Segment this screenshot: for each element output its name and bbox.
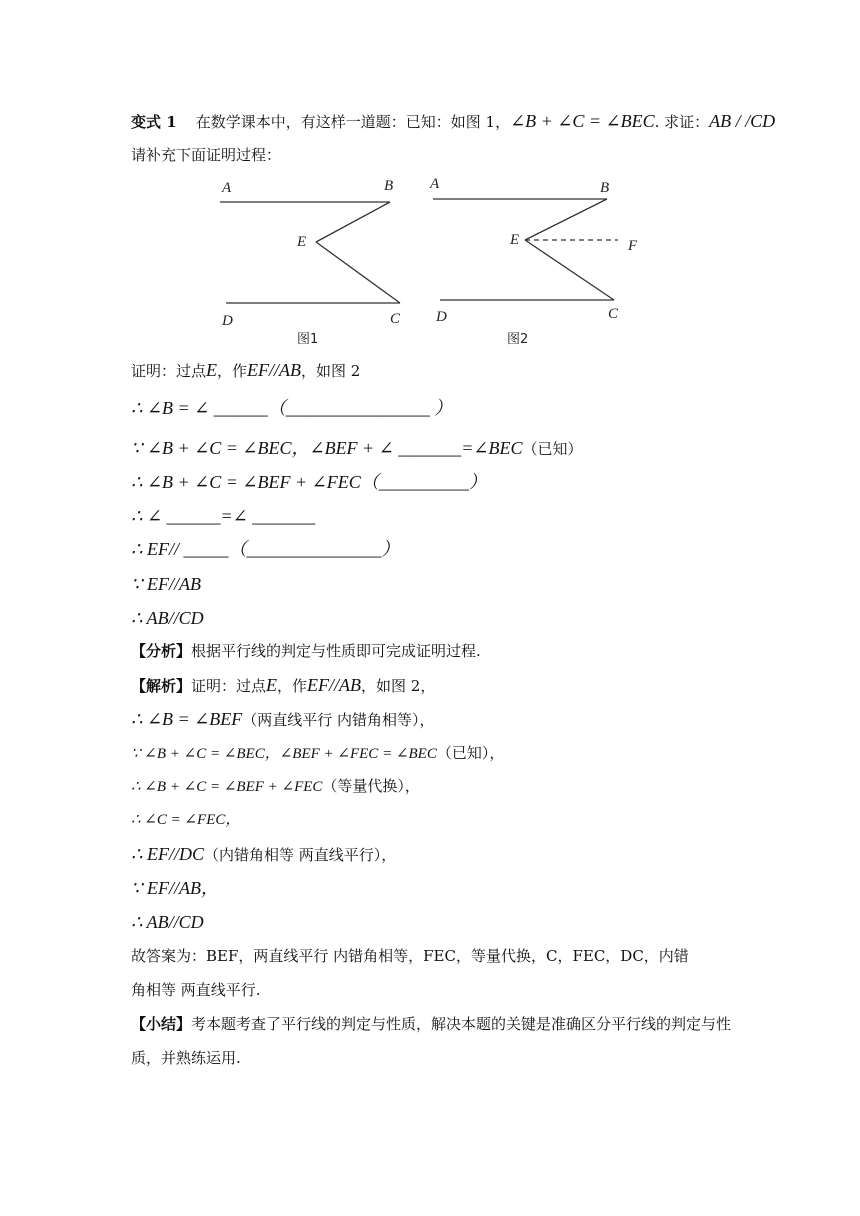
solution-line-3-expr: ∴ ∠B + ∠C = ∠BEF + ∠FEC <box>131 779 323 795</box>
analysis-text: 根据平行线的判定与性质即可完成证明过程. <box>191 642 481 660</box>
proof-intro-text-b: ，作 <box>217 362 248 380</box>
problem-line-1 <box>131 111 775 132</box>
proof-intro-text-a: 证明：过点 <box>131 362 207 380</box>
solution-intro-b: ，作 <box>277 677 308 695</box>
prove-expression: AB / /CD <box>709 111 776 131</box>
solution-line-5 <box>131 844 396 865</box>
fig2-label-a: A <box>430 176 440 192</box>
fig1-line-ec <box>316 242 400 303</box>
figures-svg <box>200 170 640 355</box>
solution-line-1-expr: ∴ ∠B = ∠BEF <box>131 709 243 729</box>
proof-step-2-expr: ∵ ∠B + ∠C = ∠BEC，∠BEF + ∠ _______=∠BEC <box>131 438 523 458</box>
fig2-line-ec <box>525 240 614 300</box>
proof-step-2 <box>131 438 583 459</box>
summary-line-1 <box>131 1014 731 1034</box>
solution-line-2-expr: ∵ ∠B + ∠C = ∠BEC，∠BEF + ∠FEC = ∠BEC <box>131 746 437 762</box>
solution-line-4: ∴ ∠C = ∠FEC， <box>131 812 241 828</box>
solution-line-1 <box>131 709 435 730</box>
problem-label: 变式 1 <box>131 113 177 131</box>
solution-line-5-reason: （内错角相等 两直线平行）， <box>203 846 397 864</box>
solution-intro-expr: EF//AB <box>307 675 362 695</box>
fig2-label-b: B <box>600 180 610 196</box>
fig1-label-a: A <box>222 180 232 196</box>
problem-text-mid: . 求证： <box>654 113 710 131</box>
figure-1 <box>220 178 401 347</box>
fig1-label-b: B <box>384 178 394 194</box>
solution-line-2-reason: （已知）， <box>436 744 505 762</box>
fig2-label-c: C <box>608 306 619 322</box>
proof-step-3: ∴ ∠B + ∠C = ∠BEF + ∠FEC（__________） <box>131 472 487 492</box>
fig2-caption: 图2 <box>507 332 529 347</box>
solution-label: 【解析】 <box>131 677 192 695</box>
analysis-label: 【分析】 <box>131 642 192 660</box>
fig2-line-be <box>525 199 607 240</box>
proof-step-1: ∴ ∠B = ∠ ______（________________ ） <box>131 398 453 418</box>
proof-step-7: ∴ AB//CD <box>131 608 204 628</box>
solution-intro-point: E <box>266 675 278 695</box>
proof-intro-text-c: ，如图 2 <box>301 362 361 380</box>
solution-line-5-expr: ∴ EF//DC <box>131 844 204 864</box>
given-expression: ∠B + ∠C = ∠BEC <box>510 111 655 131</box>
proof-intro-expr: EF//AB <box>247 360 302 380</box>
proof-intro-point: E <box>206 360 218 380</box>
solution-intro-c: ，如图 2， <box>361 677 436 695</box>
proof-step-4: ∴ ∠ ______=∠ _______ <box>131 506 316 526</box>
fig1-label-d: D <box>222 313 233 329</box>
summary-line-2: 质，并熟练运用. <box>131 1049 241 1067</box>
solution-intro <box>131 675 435 696</box>
solution-intro-a: 证明：过点 <box>191 677 267 695</box>
summary-label: 【小结】 <box>131 1015 192 1033</box>
fig2-label-e: E <box>510 232 520 248</box>
figures <box>200 170 640 355</box>
solution-line-1-reason: （两直线平行 内错角相等）， <box>242 711 435 729</box>
answer-line-1: 故答案为：BEF，两直线平行 内错角相等，FEC，等量代换，C，FEC，DC，内错 <box>131 947 689 965</box>
proof-intro <box>131 360 360 381</box>
fig1-line-be <box>316 202 390 242</box>
summary-text-1: 考本题考查了平行线的判定与性质，解决本题的关键是准确区分平行线的判定与性 <box>191 1015 732 1033</box>
solution-line-3-reason: （等量代换）， <box>322 777 420 795</box>
fig1-caption: 图1 <box>297 332 319 347</box>
solution-line-3 <box>131 776 420 797</box>
proof-step-6: ∵ EF//AB <box>131 574 201 594</box>
problem-text-before: 在数学课本中，有这样一道题：已知：如图 1， <box>195 113 511 131</box>
fig1-label-e: E <box>297 234 307 250</box>
proof-step-5: ∴ EF// _____（_______________） <box>131 539 400 559</box>
problem-line-2: 请补充下面证明过程： <box>131 146 282 164</box>
solution-line-6: ∵ EF//AB， <box>131 878 219 898</box>
fig2-label-f: F <box>628 238 638 254</box>
analysis-line <box>131 641 481 661</box>
solution-line-2 <box>131 743 504 764</box>
solution-line-7: ∴ AB//CD <box>131 912 204 932</box>
figure-2 <box>429 176 638 347</box>
fig1-label-c: C <box>390 311 401 327</box>
answer-line-2: 角相等 两直线平行. <box>131 981 261 999</box>
fig2-label-d: D <box>436 309 447 325</box>
proof-step-2-reason: （已知） <box>522 440 583 458</box>
